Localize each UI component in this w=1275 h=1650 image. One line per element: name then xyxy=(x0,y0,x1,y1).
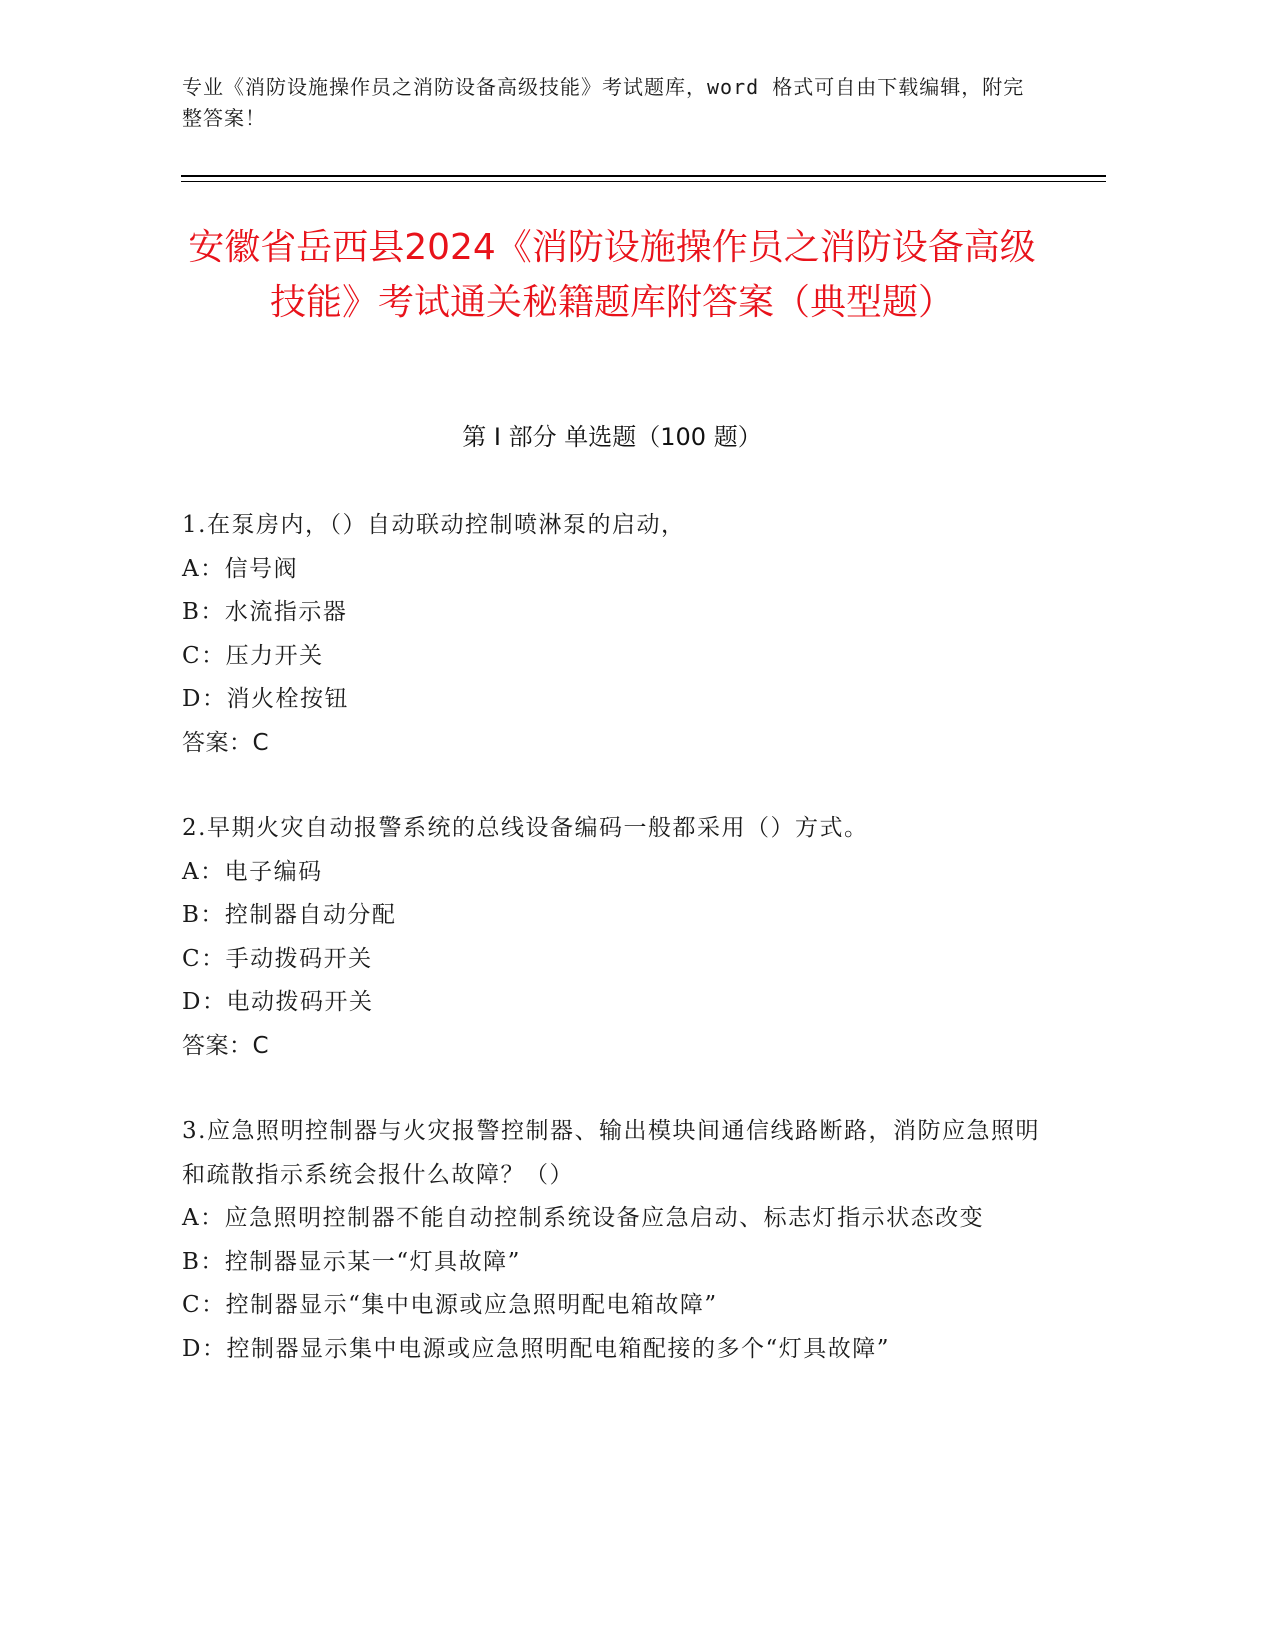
answer: 答案：C xyxy=(182,729,270,756)
option-a: A：信号阀 xyxy=(182,555,299,582)
question-2 xyxy=(182,807,1042,1068)
question-1 xyxy=(182,504,1042,765)
option-b: B：控制器自动分配 xyxy=(182,902,397,928)
header-divider-thick xyxy=(181,175,1106,177)
question-text: 3.应急照明控制器与火灾报警控制器、输出模块间通信线路断路，消防应急照明和疏散指示系统会报什么故障？（） xyxy=(182,1118,1040,1188)
option-c: C：控制器显示“集中电源或应急照明配电箱故障” xyxy=(182,1292,718,1318)
section-title: 第 I 部分 单选题（100 题） xyxy=(462,423,762,451)
option-b: B：水流指示器 xyxy=(182,599,348,625)
question-text: 2.早期火灾自动报警系统的总线设备编码一般都采用（）方式。 xyxy=(182,815,869,841)
option-c: C：压力开关 xyxy=(182,642,324,669)
option-a: A：应急照明控制器不能自动控制系统设备应急启动、标志灯指示状态改变 xyxy=(182,1205,985,1231)
document-title: 安徽省岳西县2024《消防设施操作员之消防设备高级技能》考试通关秘籍题库附答案（典型题） xyxy=(188,227,1036,323)
header-divider-thin xyxy=(181,181,1106,182)
option-d: D：消火栓按钮 xyxy=(182,686,349,712)
option-b: B：控制器显示某一“灯具故障” xyxy=(182,1248,521,1275)
answer: 答案：C xyxy=(182,1032,270,1059)
option-d: D：电动拨码开关 xyxy=(182,989,374,1015)
option-d: D：控制器显示集中电源或应急照明配电箱配接的多个“灯具故障” xyxy=(182,1335,890,1362)
header-note: 专业《消防设施操作员之消防设备高级技能》考试题库，word 格式可自由下载编辑，附完整答案！ xyxy=(182,75,1025,130)
question-list xyxy=(182,504,1042,1413)
option-a: A：电子编码 xyxy=(182,858,323,885)
question-text: 1.在泵房内，（）自动联动控制喷淋泵的启动， xyxy=(182,512,686,538)
question-3 xyxy=(182,1110,1042,1371)
option-c: C：手动拨码开关 xyxy=(182,945,373,972)
